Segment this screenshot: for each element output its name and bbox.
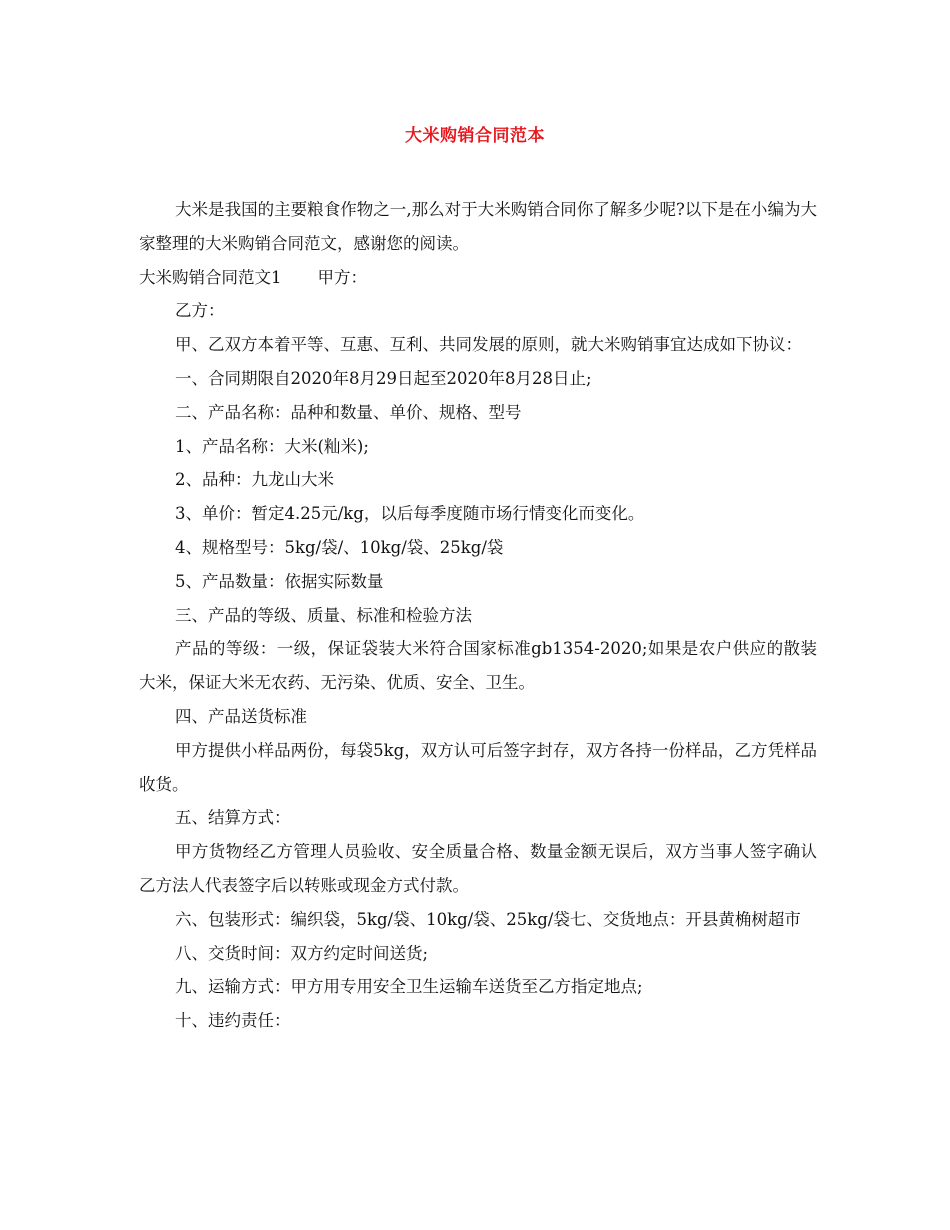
paragraph: 五、结算方式：: [175, 808, 291, 828]
document-body: [139, 193, 817, 1038]
paragraph: 三、产品的等级、质量、标准和检验方法: [175, 605, 472, 625]
paragraph: 甲方提供小样品两份，每袋5kg，双方认可后签字封存，双方各持一份样品，乙方凭样品收货。: [139, 740, 817, 794]
section-heading: 大米购销合同范文1: [139, 267, 282, 287]
paragraph: 3、单价：暂定4.25元/kg，以后每季度随市场行情变化而变化。: [175, 504, 645, 524]
party-b-label: 乙方：: [175, 301, 225, 321]
paragraph: 1、产品名称：大米(籼米);: [175, 436, 369, 456]
paragraph: 2、品种：九龙山大米: [175, 470, 334, 490]
paragraph: 甲、乙双方本着平等、互惠、互利、共同发展的原则，就大米购销事宜达成如下协议：: [175, 335, 802, 355]
paragraph: 二、产品名称：品种和数量、单价、规格、型号: [175, 402, 522, 422]
paragraph: 六、包装形式：编织袋，5kg/袋、10kg/袋、25kg/袋七、交货地点：开县黄桷树超市: [175, 909, 801, 929]
paragraph: 四、产品送货标准: [175, 706, 307, 726]
intro-paragraph: 大米是我国的主要粮食作物之一,那么对于大米购销合同你了解多少呢?以下是在小编为大家整理的大米购销合同范文，感谢您的阅读。: [139, 200, 817, 253]
paragraph: 八、交货时间：双方约定时间送货;: [175, 943, 429, 963]
paragraph: 九、运输方式：甲方用专用安全卫生运输车送货至乙方指定地点;: [175, 977, 643, 997]
paragraph: 4、规格型号：5kg/袋/、10kg/袋、25kg/袋: [175, 537, 504, 557]
paragraph: 甲方货物经乙方管理人员验收、安全质量合格、数量金额无误后，双方当事人签字确认乙方法人代表签字后以转账或现金方式付款。: [139, 842, 817, 895]
paragraph: 十、违约责任：: [175, 1011, 291, 1031]
paragraph: 产品的等级：一级，保证袋装大米符合国家标准gb1354-2020;如果是农户供应的散装大米，保证大米无农药、无污染、优质、安全、卫生。: [139, 639, 817, 693]
document-title: 大米购销合同范本: [405, 126, 545, 146]
section-heading-line: [139, 261, 817, 295]
paragraph: 一、合同期限自2020年8月29日起至2020年8月28日止;: [175, 368, 592, 388]
party-a-label: 甲方：: [317, 267, 367, 287]
paragraph: 5、产品数量：依据实际数量: [175, 571, 384, 591]
